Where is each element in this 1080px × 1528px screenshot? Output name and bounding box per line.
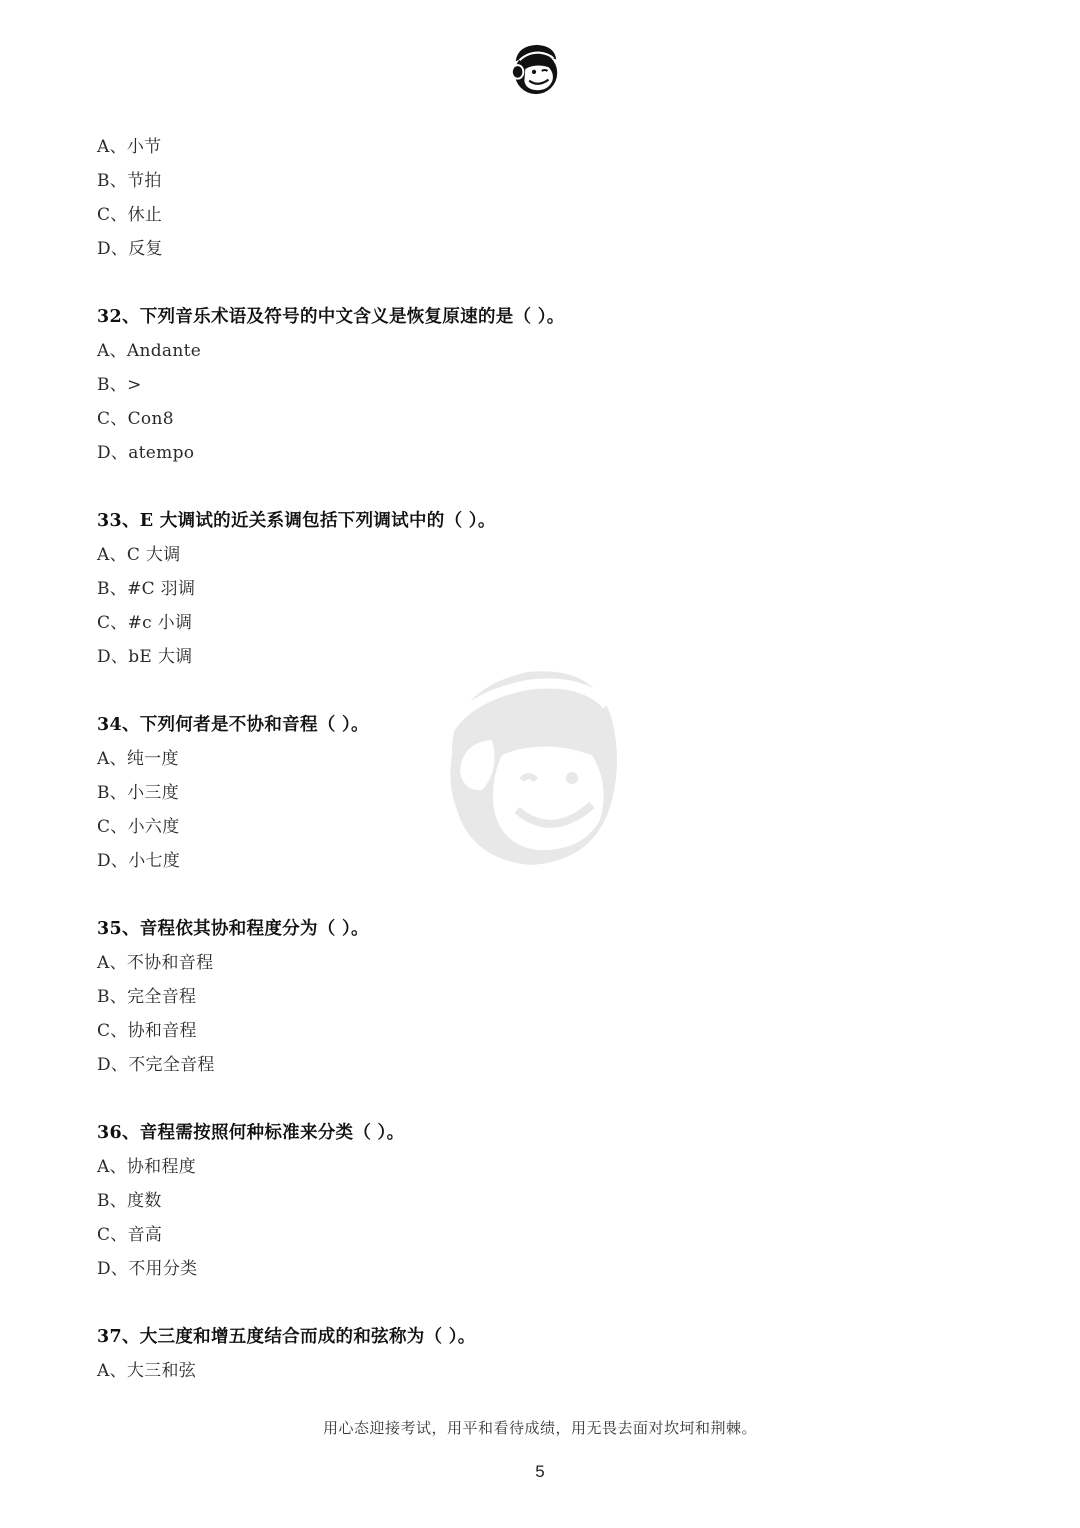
q36-option-c: C、音高 <box>97 1225 163 1245</box>
page-number: 5 <box>535 1462 545 1481</box>
q36-option-b: B、度数 <box>97 1191 162 1211</box>
mailchimp-monkey-icon <box>506 40 564 98</box>
q32-option-c: C、Con8 <box>97 409 174 429</box>
q33-option-b: B、#C 羽调 <box>97 579 196 599</box>
q35-option-a: A、不协和音程 <box>97 953 214 973</box>
footer-motto: 用心态迎接考试，用平和看待成绩，用无畏去面对坎坷和荆棘。 <box>322 1419 757 1437</box>
q36-option-d: D、不用分类 <box>97 1259 198 1279</box>
q33-option-d: D、bE 大调 <box>97 647 193 667</box>
q32-option-d: D、atempo <box>97 443 195 463</box>
q32-question: 32、下列音乐术语及符号的中文含义是恢复原速的是（ ）。 <box>97 307 565 327</box>
q34-option-d: D、小七度 <box>97 851 181 871</box>
q36-question: 36、音程需按照何种标准来分类（ ）。 <box>97 1123 405 1143</box>
q35-option-c: C、协和音程 <box>97 1021 197 1041</box>
q33-option-a: A、C 大调 <box>97 545 181 565</box>
q34-question: 34、下列何者是不协和音程（ ）。 <box>97 715 369 735</box>
q34-option-b: B、小三度 <box>97 783 179 803</box>
mailchimp-monkey-watermark-icon <box>432 660 632 870</box>
q33-question: 33、E 大调试的近关系调包括下列调试中的（ ）。 <box>97 511 496 531</box>
q34-option-c: C、小六度 <box>97 817 180 837</box>
q31-option-c: C、休止 <box>97 205 163 225</box>
q37-option-a: A、大三和弦 <box>97 1361 197 1381</box>
q34-option-a: A、纯一度 <box>97 749 179 769</box>
q35-option-b: B、完全音程 <box>97 987 197 1007</box>
q37-question: 37、大三度和增五度结合而成的和弦称为（ ）。 <box>97 1327 476 1347</box>
q31-option-b: B、节拍 <box>97 171 162 191</box>
q35-question: 35、音程依其协和程度分为（ ）。 <box>97 919 369 939</box>
q32-option-b: B、> <box>97 375 142 395</box>
q33-option-c: C、#c 小调 <box>97 613 193 633</box>
q36-option-a: A、协和程度 <box>97 1157 197 1177</box>
q35-option-d: D、不完全音程 <box>97 1055 215 1075</box>
q31-option-d: D、反复 <box>97 239 163 259</box>
q31-option-a: A、小节 <box>97 137 162 157</box>
q32-option-a: A、Andante <box>97 341 202 361</box>
